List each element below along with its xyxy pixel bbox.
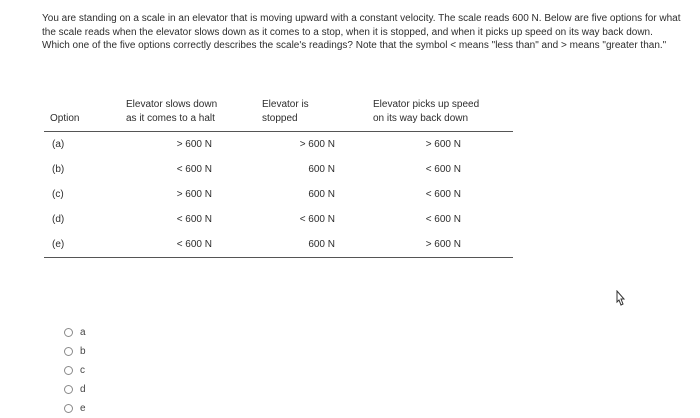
radio-button-icon[interactable]: [64, 366, 73, 375]
scale-readings-table: [44, 98, 513, 258]
cell-stopped: 600 N: [308, 164, 335, 175]
header-stopped: [256, 98, 357, 132]
radio-button-icon[interactable]: [64, 404, 73, 413]
choice-e[interactable]: [64, 399, 86, 418]
table-row: [44, 207, 513, 232]
cell-slows: > 600 N: [176, 139, 212, 150]
header-option-label: Option: [50, 113, 80, 124]
table-header-row: [44, 98, 513, 132]
cell-speeds: > 600 N: [425, 139, 461, 150]
radio-button-icon[interactable]: [64, 328, 73, 337]
header-slows-line1: Elevator slows down: [126, 99, 218, 110]
table-row: [44, 182, 513, 207]
pointer-cursor-icon: [613, 290, 627, 308]
header-stopped-line2: stopped: [262, 113, 298, 124]
cell-speeds: > 600 N: [357, 232, 513, 258]
cell-slows: < 600 N: [176, 164, 212, 175]
cell-stopped: 600 N: [256, 232, 357, 258]
cell-stopped: < 600 N: [299, 214, 335, 225]
cell-slows: < 600 N: [122, 232, 256, 258]
cell-stopped: 600 N: [308, 189, 335, 200]
header-speeds-line1: Elevator picks up speed: [373, 99, 480, 110]
cell-speeds: < 600 N: [425, 214, 461, 225]
cell-slows: < 600 N: [176, 214, 212, 225]
table-row: [44, 157, 513, 182]
choice-label: a: [80, 327, 86, 338]
question-text: You are standing on a scale in an elevator that is moving upward with a constant velocity. The scale reads 600 N. Below are five options for what the scale reads when the elevator slows down as it comes to a stop, when it is stopped, and when it picks up speed on its way back down. Which one of the five options correctly describes the scale's readings? Note that the symbol < means "less than" and > means "greater than.": [42, 13, 681, 51]
answer-choices: [64, 323, 86, 418]
choice-label: e: [80, 403, 86, 414]
row-option: (c): [52, 189, 64, 200]
cell-speeds: < 600 N: [425, 189, 461, 200]
choice-c[interactable]: [64, 361, 86, 380]
header-speeds-up: [357, 98, 513, 132]
choice-label: c: [80, 365, 85, 376]
table-row: [44, 232, 513, 258]
choice-d[interactable]: [64, 380, 86, 399]
cell-stopped: > 600 N: [299, 139, 335, 150]
header-speeds-line2: on its way back down: [373, 113, 469, 124]
choice-label: b: [80, 346, 86, 357]
table-row: [44, 132, 513, 158]
header-slows-line2: as it comes to a halt: [126, 113, 215, 124]
header-option: [44, 98, 122, 132]
row-option: (d): [52, 214, 65, 225]
radio-button-icon[interactable]: [64, 385, 73, 394]
radio-button-icon[interactable]: [64, 347, 73, 356]
row-option: (e): [44, 232, 122, 258]
row-option: (b): [52, 164, 65, 175]
choice-label: d: [80, 384, 86, 395]
header-slows-down: [122, 98, 256, 132]
cell-speeds: < 600 N: [425, 164, 461, 175]
row-option: (a): [52, 139, 65, 150]
header-stopped-line1: Elevator is: [262, 99, 309, 110]
cell-slows: > 600 N: [176, 189, 212, 200]
choice-b[interactable]: [64, 342, 86, 361]
choice-a[interactable]: [64, 323, 86, 342]
